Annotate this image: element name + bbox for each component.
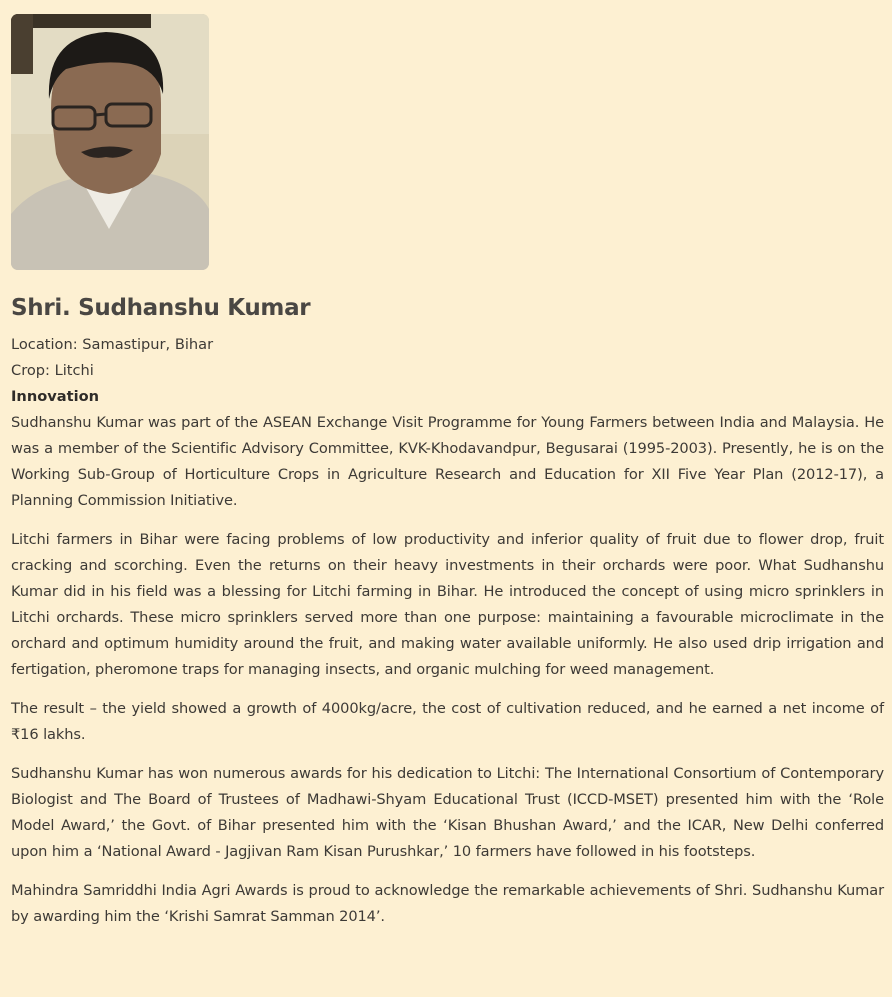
person-name: Shri. Sudhanshu Kumar [11,295,311,321]
innovation-heading: Innovation [11,388,99,405]
profile-meta [11,332,884,410]
paragraph-background: Sudhanshu Kumar was part of the ASEAN Exchange Visit Programme for Young Farmers between India and Malaysia. He was a member of the Scientific Advisory Committee, KVK-Khodavandpur, Begusarai (1995-2003). Presently, he is on the Working Sub-Group of Horticulture Crops in Agriculture Research and Education for XII Five Year Plan (2012-17), a Planning Commission Initiative. [11,414,884,509]
portrait-photo [11,14,209,270]
location-text: Location: Samastipur, Bihar [11,336,214,353]
crop-text: Crop: Litchi [11,362,94,379]
paragraph-innovation: Litchi farmers in Bihar were facing problems of low productivity and inferior quality of fruit due to flower drop, fruit cracking and scorching. Even the returns on their heavy investments in their orchards were poor. What Sudhanshu Kumar did in his field was a blessing for Litchi farming in Bihar. He introduced the concept of using micro sprinklers in Litchi orchards. These micro sprinklers served more than one purpose: maintaining a favourable microclimate in the orchard and optimum humidity around the fruit, and making water available uniformly. He also used drip irrigation and fertigation, pheromone traps for managing insects, and organic mulching for weed management. [11,531,884,678]
paragraph-awards: Sudhanshu Kumar has won numerous awards for his dedication to Litchi: The International Consortium of Contemporary Biologist and The Board of Trustees of Madhawi-Shyam Educational Trust (ICCD-MSET) presented him with the ‘Role Model Award,’ the Govt. of Bihar presented him with the ‘Kisan Bhushan Award,’ and the ICAR, New Delhi conferred upon him a ‘National Award - Jagjivan Ram Kisan Purushkar,’ 10 farmers have followed in his footsteps. [11,765,884,860]
paragraph-acknowledgement: Mahindra Samriddhi India Agri Awards is proud to acknowledge the remarkable achievements of Shri. Sudhanshu Kumar by awarding him the ‘Krishi Samrat Samman 2014’. [11,882,884,925]
profile-content [11,290,884,943]
paragraph-result: The result – the yield showed a growth of 4000kg/acre, the cost of cultivation reduced, and he earned a net income of ₹16 lakhs. [11,700,884,743]
portrait-image [11,14,209,270]
